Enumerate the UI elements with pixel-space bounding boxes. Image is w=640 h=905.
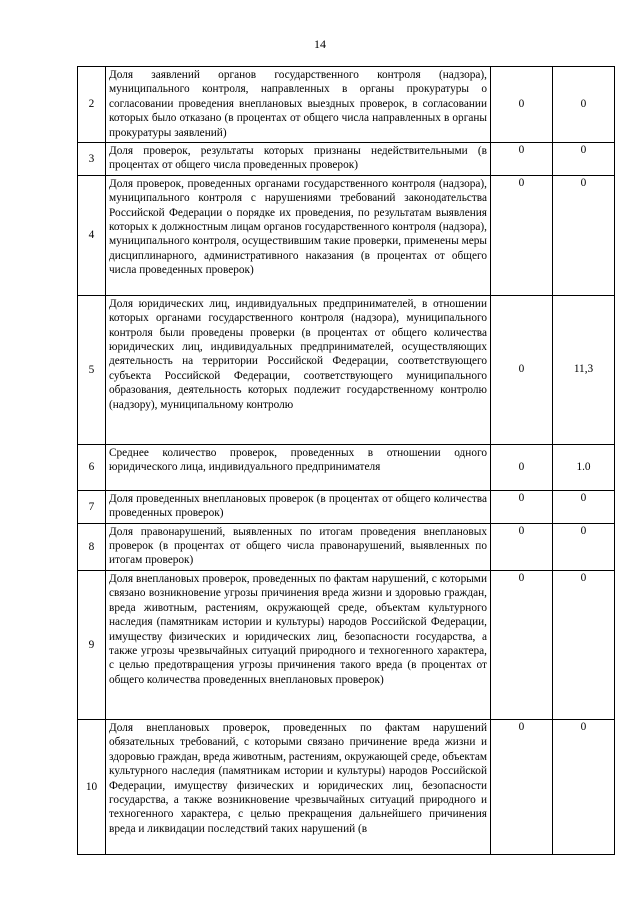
value-cell-2: 11,3	[553, 295, 615, 444]
value-cell-1: 0	[491, 523, 553, 570]
indicators-table	[77, 66, 615, 855]
indicator-text: Доля заявлений органов государственного контроля (надзора), муниципального контроля, направленных в органы прокуратуры о согласовании проведения внеплановых выездных проверок, в согласовании которых было отказано (в процентах от общего числа направленных в органы прокуратуры заявлений)	[106, 67, 491, 143]
row-number: 3	[78, 143, 106, 176]
row-number: 10	[78, 719, 106, 854]
table-row	[78, 175, 615, 295]
indicator-text: Доля юридических лиц, индивидуальных предпринимателей, в отношении которых органами государственного контроля (надзора), муниципального контроля были проведены проверки (в процентах от общего количества юридических лиц, индивидуальных предпринимателей, осуществляющих деятельность на территории Российской Федерации, соответствующего субъекта Российской Федерации, соответствующего муниципального образования, деятельность которых подлежит государственному контролю (надзору), муниципальному контролю	[106, 295, 491, 444]
row-number: 4	[78, 175, 106, 295]
indicator-text: Доля проверок, проведенных органами государственного контроля (надзора), муниципального контроля с нарушениями требований законодательства Российской Федерации о порядке их проведения, по результатам выявления которых к должностным лицам органов государственного контроля (надзора), муниципального контроля, осуществившим такие проверки, применены меры дисциплинарного, административного наказания (в процентах от общего числа проведенных проверок)	[106, 175, 491, 295]
value-cell-2: 0	[553, 719, 615, 854]
table-row	[78, 719, 615, 854]
row-number: 5	[78, 295, 106, 444]
value-cell-2: 0	[553, 143, 615, 176]
table-row	[78, 490, 615, 523]
row-number: 9	[78, 570, 106, 719]
value-cell-1: 0	[491, 490, 553, 523]
indicator-text: Доля внеплановых проверок, проведенных по фактам нарушений обязательных требований, с которыми связано причинение вреда жизни и здоровью граждан, вреда животным, растениям, окружающей среде, объектам культурного наследия (памятникам истории и культуры) народов Российской Федерации, имуществу физических и юридических лиц, безопасности государства, а также возникновение чрезвычайных ситуаций природного и техногенного характера, с целью прекращения дальнейшего причинения вреда и ликвидации последствий таких нарушений (в	[106, 719, 491, 854]
value-cell-2: 0	[553, 570, 615, 719]
table-row	[78, 143, 615, 176]
value-cell-1: 0	[491, 295, 553, 444]
value-cell-2: 0	[553, 67, 615, 143]
row-number: 6	[78, 444, 106, 490]
value-cell-1: 0	[491, 570, 553, 719]
value-cell-2: 0	[553, 490, 615, 523]
value-cell-1: 0	[491, 67, 553, 143]
row-number: 7	[78, 490, 106, 523]
indicator-text: Доля внеплановых проверок, проведенных по фактам нарушений, с которыми связано возникновение угрозы причинения вреда жизни и здоровью граждан, вреда животным, растениям, окружающей среде, объектам культурного наследия (памятникам истории и культуры) народов Российской Федерации, имуществу физических и юридических лиц, безопасности государства, а также угрозы чрезвычайных ситуаций природного и техногенного характера, с целью предотвращения угрозы причинения такого вреда (в процентах от общего количества проведенных внеплановых проверок)	[106, 570, 491, 719]
table-row	[78, 570, 615, 719]
value-cell-1: 0	[491, 175, 553, 295]
indicator-text: Среднее количество проверок, проведенных в отношении одного юридического лица, индивидуального предпринимателя	[106, 444, 491, 490]
table-row	[78, 295, 615, 444]
table-row	[78, 523, 615, 570]
row-number: 2	[78, 67, 106, 143]
value-cell-1: 0	[491, 719, 553, 854]
indicator-text: Доля проверок, результаты которых признаны недействительными (в процентах от общего числа проведенных проверок)	[106, 143, 491, 176]
value-cell-2: 0	[553, 175, 615, 295]
value-cell-2: 1.0	[553, 444, 615, 490]
table-row	[78, 67, 615, 143]
value-cell-1: 0	[491, 444, 553, 490]
value-cell-2: 0	[553, 523, 615, 570]
table-row	[78, 444, 615, 490]
indicator-text: Доля правонарушений, выявленных по итогам проведения внеплановых проверок (в процентах от общего числа правонарушений, выявленных по итогам проверок)	[106, 523, 491, 570]
indicator-text: Доля проведенных внеплановых проверок (в процентах от общего количества проведенных проверок)	[106, 490, 491, 523]
row-number: 8	[78, 523, 106, 570]
page-number: 14	[314, 37, 326, 51]
value-cell-1: 0	[491, 143, 553, 176]
